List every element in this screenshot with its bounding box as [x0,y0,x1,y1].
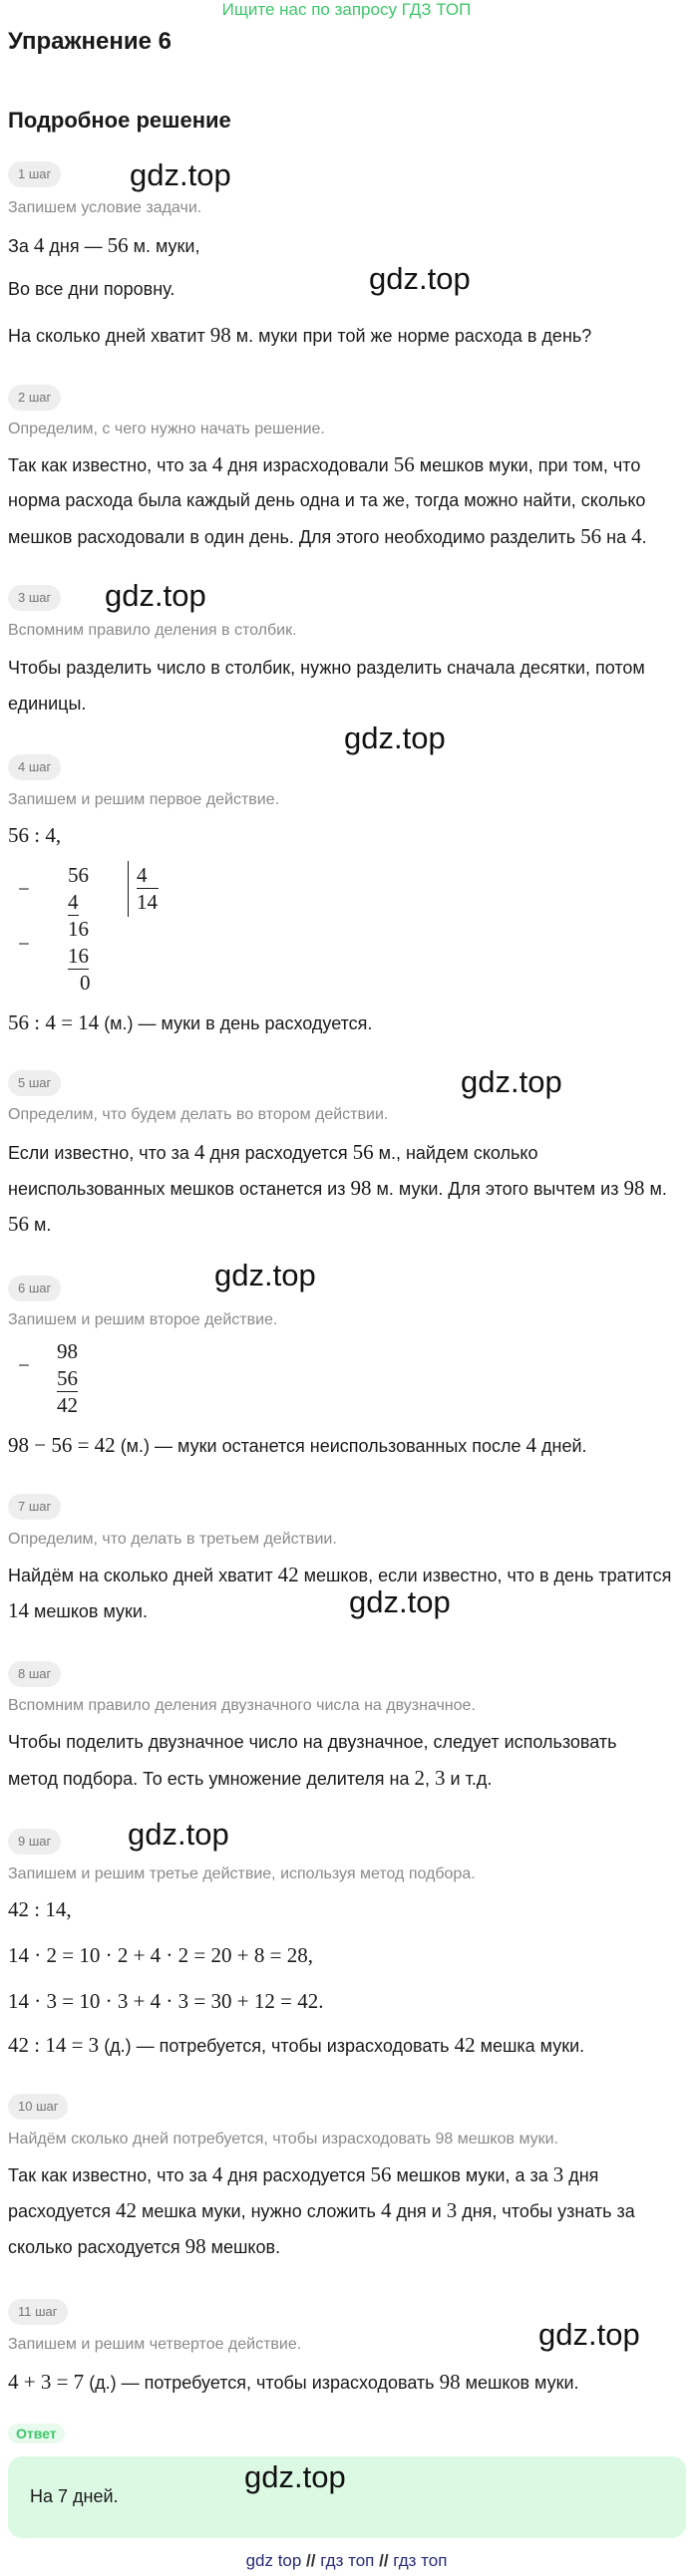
step-pill-11: 11 шаг [8,2299,68,2325]
step-subtitle-9: Запишем и решим третье действие, используя метод подбора. [8,1865,476,1882]
step-4-result: 56 : 4 = 14 (м.) — муки в день расходуется. [8,1010,373,1034]
step-subtitle-11: Запишем и решим четвертое действие. [8,2336,302,2353]
step-10-line-3: сколько расходуется 98 мешков. [8,2234,281,2258]
step-9-expression-1: 42 : 14, [8,1897,72,1921]
answer-text: На 7 дней. [30,2486,119,2506]
step-1-line-3: На сколько дней хватит 98 м. муки при той же норме расхода в день? [8,323,592,347]
step-4-expression: 56 : 4, [8,823,62,847]
step-pill-2: 2 шаг [8,385,61,411]
step-5-line-1: Если известно, что за 4 дня расходуется 56 м., найдем сколько [8,1140,538,1164]
step-3-line-2: единицы. [8,694,87,714]
step-1-line-1: За 4 дня — 56 м. муки, [8,233,200,257]
difference: 42 [57,1393,78,1417]
divisor: 4 [137,863,159,889]
section-title: Подробное решение [8,108,231,133]
watermark: gdz.top [214,1258,316,1292]
step-subtitle-10: Найдём сколько дней потребуется, чтобы израсходовать 98 мешков муки. [8,2131,559,2147]
step-2-line-3: мешков расходовали в один день. Для этого необходимо разделить 56 на 4. [8,524,647,548]
step-3-line-1: Чтобы разделить число в столбик, нужно разделить сначала десятки, потом [8,658,645,678]
minus-sign: − [18,1353,30,1377]
watermark: gdz.top [349,1584,451,1619]
step-pill-10: 10 шаг [8,2094,68,2120]
step-2-line-2: норма расхода была каждый день одна и та же, тогда можно найти, сколько [8,490,646,510]
step-subtitle-4: Запишем и решим первое действие. [8,791,280,808]
step-8-line-1: Чтобы поделить двузначное число на двузначное, следует использовать [8,1732,617,1752]
step-1-line-2: Во все дни поровну. [8,279,175,299]
step-subtitle-1: Запишем условие задачи. [8,199,202,216]
step-pill-4: 4 шаг [8,754,61,780]
step-6-result: 98 − 56 = 42 (м.) — муки останется неиспользованных после 4 дней. [8,1433,587,1457]
watermark: gdz.top [130,157,231,192]
subtrahend: 4 [68,890,79,914]
quotient: 14 [137,890,158,914]
step-subtitle-7: Определим, что делать в третьем действии. [8,1531,337,1548]
step-subtitle-2: Определим, с чего нужно начать решение. [8,421,325,437]
step-pill-3: 3 шаг [8,585,61,611]
answer-label: Ответ [8,2424,65,2443]
step-9-expression-3: 14 · 3 = 10 · 3 + 4 · 3 = 30 + 12 = 42. [8,1989,324,2013]
footer-links: gdz top // гдз топ // гдз топ [245,2551,448,2570]
step-pill-9: 9 шаг [8,1829,61,1855]
step-11-result: 4 + 3 = 7 (д.) — потребуется, чтобы израсходовать 98 мешков муки. [8,2370,579,2394]
step-subtitle-8: Вспомним правило деления двузначного числа на двузначное. [8,1697,476,1714]
watermark: gdz.top [461,1064,562,1099]
watermark: gdz.top [128,1817,229,1852]
step-9-expression-2: 14 · 2 = 10 · 2 + 4 · 2 = 20 + 8 = 28, [8,1943,313,1967]
minuend: 98 [57,1339,78,1363]
step-pill-5: 5 шаг [8,1070,61,1096]
top-search-link[interactable]: Ищите нас по запросу ГДЗ ТОП [221,0,472,19]
step-subtitle-5: Определим, что будем делать во втором действии. [8,1106,389,1123]
dividend: 56 [68,863,89,887]
step-subtitle-6: Запишем и решим второе действие. [8,1311,278,1328]
step-pill-7: 7 шаг [8,1494,61,1520]
step-7-line-1: Найдём на сколько дней хватит 42 мешков, если известно, что в день тратится [8,1563,672,1586]
minus-sign: − [18,932,30,956]
footer-link-3[interactable]: гдз топ [393,2551,448,2570]
watermark: gdz.top [244,2459,346,2494]
step-9-result: 42 : 14 = 3 (д.) — потребуется, чтобы израсходовать 42 мешка муки. [8,2033,585,2057]
subtrahend: 56 [57,1366,78,1390]
step-pill-1: 1 шаг [8,161,61,187]
remainder: 16 [68,917,89,941]
watermark: gdz.top [538,2317,640,2352]
page-title: Упражнение 6 [8,28,172,55]
step-10-line-1: Так как известно, что за 4 дня расходуется 56 мешков муки, а за 3 дня [8,2162,599,2186]
division-bar [128,861,129,917]
minus-sign: − [18,877,30,901]
step-5-line-3: 56 м. [8,1212,52,1236]
step-7-line-2: 14 мешков муки. [8,1598,148,1622]
step-10-line-2: расходуется 42 мешка муки, нужно сложить 4 дня и 3 дня, чтобы узнать за [8,2198,635,2222]
step-5-line-2: неиспользованных мешков останется из 98 м. муки. Для этого вычтем из 98 м. [8,1176,667,1200]
watermark: gdz.top [344,720,446,755]
footer-link-2[interactable]: гдз топ [320,2551,375,2570]
subtrahend: 16 [68,944,89,968]
watermark: gdz.top [105,578,206,613]
watermark: gdz.top [369,261,471,296]
step-8-line-2: метод подбора. То есть умножение делителя на 2, 3 и т.д. [8,1766,493,1790]
step-2-line-1: Так как известно, что за 4 дня израсходовали 56 мешков муки, при том, что [8,452,641,476]
footer-link-1[interactable]: gdz top [245,2551,302,2570]
step-pill-6: 6 шаг [8,1276,61,1301]
step-pill-8: 8 шаг [8,1661,61,1687]
step-subtitle-3: Вспомним правило деления в столбик. [8,622,297,639]
remainder: 0 [80,971,91,995]
